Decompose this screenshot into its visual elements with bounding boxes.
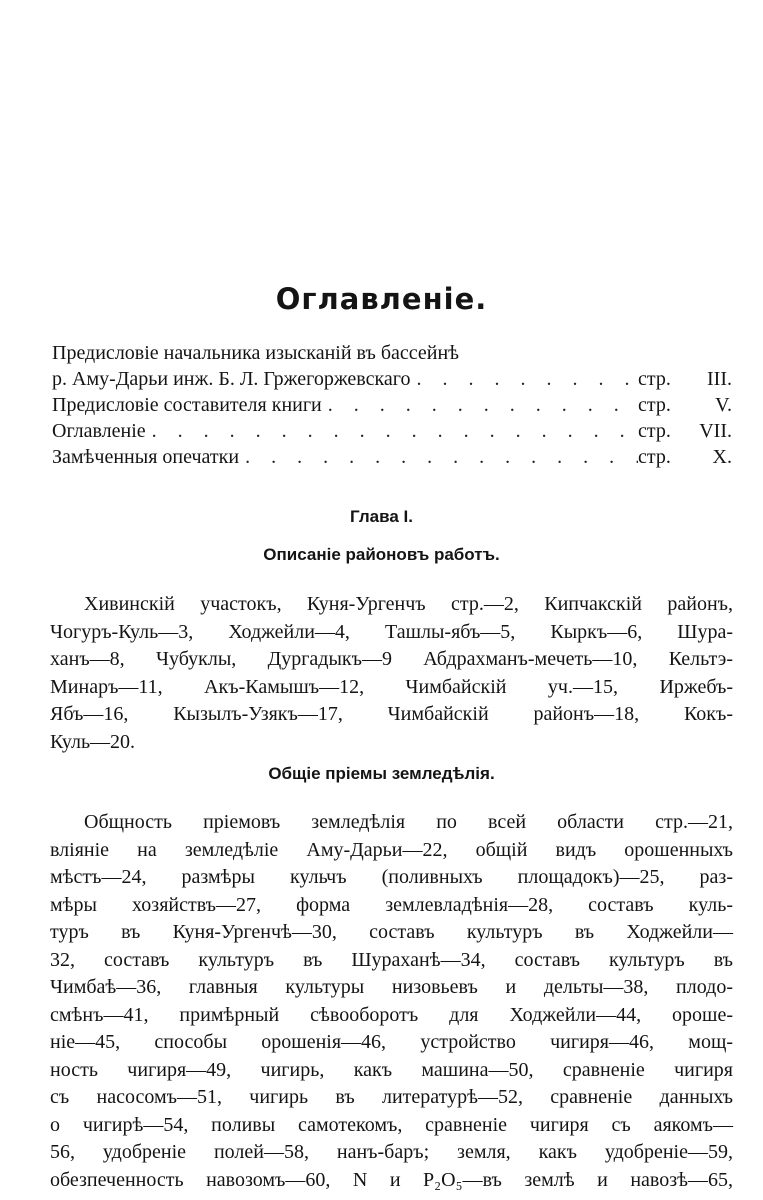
toc-page-label: стр. — [638, 394, 671, 416]
paragraph-line: Куль—20. — [50, 730, 136, 753]
toc-entry-line — [52, 366, 732, 392]
paragraph-line: Ябъ—16, Кызылъ-Узякъ—17, Чимбайскій районъ—18, Кокъ- — [50, 703, 733, 725]
paragraph-line: ность чигиря—49, чигирь, какъ машина—50, сравненіе чигиря — [50, 1058, 733, 1081]
toc-page-number: III. — [707, 368, 732, 390]
dot-leader — [322, 392, 638, 418]
paragraph-line: Чогуръ-Куль—3, Ходжейли—4, Ташлы-ябъ—5, Кыркъ—6, Шура- — [50, 620, 733, 643]
toc-entry-text: Предисловіе начальника изысканій въ бассейнѣ — [52, 342, 460, 364]
paragraph-line: 32, составъ культуръ въ Шураханѣ—34, составъ культуръ въ — [50, 948, 733, 971]
table-of-contents — [52, 340, 732, 470]
toc-page-label: стр. — [638, 368, 671, 390]
dot-leader — [146, 418, 638, 444]
toc-entry-errata — [52, 444, 732, 470]
paragraph-line: ніе—45, способы орошенія—46, устройство чигиря—46, мощ- — [50, 1031, 733, 1053]
paragraph-line: Чимбаѣ—36, главныя культуры низовьевъ и дельты—38, плодо- — [50, 976, 733, 998]
paragraph-line: смѣнъ—41, примѣрный сѣвооборотъ для Ходжейли—44, ороше- — [50, 1003, 733, 1026]
toc-page-label: стр. — [638, 446, 671, 468]
section-paragraph — [50, 591, 733, 756]
toc-entry-preface-author — [52, 392, 732, 418]
toc-entry-text: Предисловіе составителя книги — [52, 394, 322, 416]
paragraph-line: обезпеченность навозомъ—60, N и P₂O₅—въ землѣ и навозѣ—65, — [50, 1168, 733, 1191]
toc-entry-text: р. Аму-Дарьи инж. Б. Л. Гржегоржевскаго — [52, 368, 411, 390]
section-paragraph — [50, 809, 733, 1194]
dot-leader — [239, 444, 638, 470]
toc-page-ref — [638, 418, 732, 444]
toc-page-label: стр. — [638, 420, 671, 442]
toc-entry-preface-chief — [52, 340, 732, 392]
paragraph-line: Минаръ—11, Акъ-Камышъ—12, Чимбайскій уч.—15, Иржебъ- — [50, 675, 733, 698]
toc-page-ref — [638, 366, 732, 392]
paragraph-line: туръ въ Куня-Ургенчѣ—30, составъ культуръ въ Ходжейли— — [50, 921, 733, 943]
paragraph-line: мѣры хозяйствъ—27, форма землевладѣнія—28, составъ куль- — [50, 893, 733, 916]
paragraph-line: мѣстъ—24, размѣры кульчъ (поливныхъ площадокъ)—25, раз- — [50, 866, 733, 888]
section-heading: Общіе пріемы земледѣлія. — [268, 764, 495, 783]
paragraph-line: Общность пріемовъ земледѣлія по всей области стр.—21, — [84, 811, 733, 833]
paragraph-line: Хивинскій участокъ, Куня-Ургенчъ стр.—2, Кипчакскій районъ, — [84, 593, 733, 615]
paragraph-line: вліяніе на земледѣліе Аму-Дарьи—22, общій видъ орошенныхъ — [50, 838, 733, 861]
paragraph-line: 56, удобреніе полей—58, нанъ-баръ; земля, какъ удобреніе—59, — [50, 1141, 733, 1163]
paragraph-line: о чигирѣ—54, поливы самотекомъ, сравненіе чигиря съ аякомъ— — [50, 1113, 733, 1136]
toc-entry-text: Оглавленіе — [52, 420, 146, 442]
chapter-heading: Глава I. — [350, 507, 413, 526]
toc-page-number: V. — [715, 394, 732, 416]
toc-page-number: VII. — [699, 420, 732, 442]
section-heading: Описаніе районовъ работъ. — [263, 545, 500, 564]
toc-page-ref — [638, 444, 732, 470]
toc-entry-text: Замѣченныя опечатки — [52, 446, 240, 468]
paragraph-line: ханъ—8, Чубуклы, Дургадыкъ—9 Абдрахманъ-мечеть—10, Кельтэ- — [50, 648, 733, 670]
toc-entry-line — [52, 340, 732, 366]
page-title: Оглавленіе. — [275, 282, 488, 316]
toc-page-ref — [638, 392, 732, 418]
dot-leader — [410, 366, 638, 392]
toc-entry-contents — [52, 418, 732, 444]
toc-page-number: X. — [712, 446, 732, 468]
paragraph-line: съ насосомъ—51, чигирь въ литературѣ—52, сравненіе данныхъ — [50, 1086, 733, 1108]
